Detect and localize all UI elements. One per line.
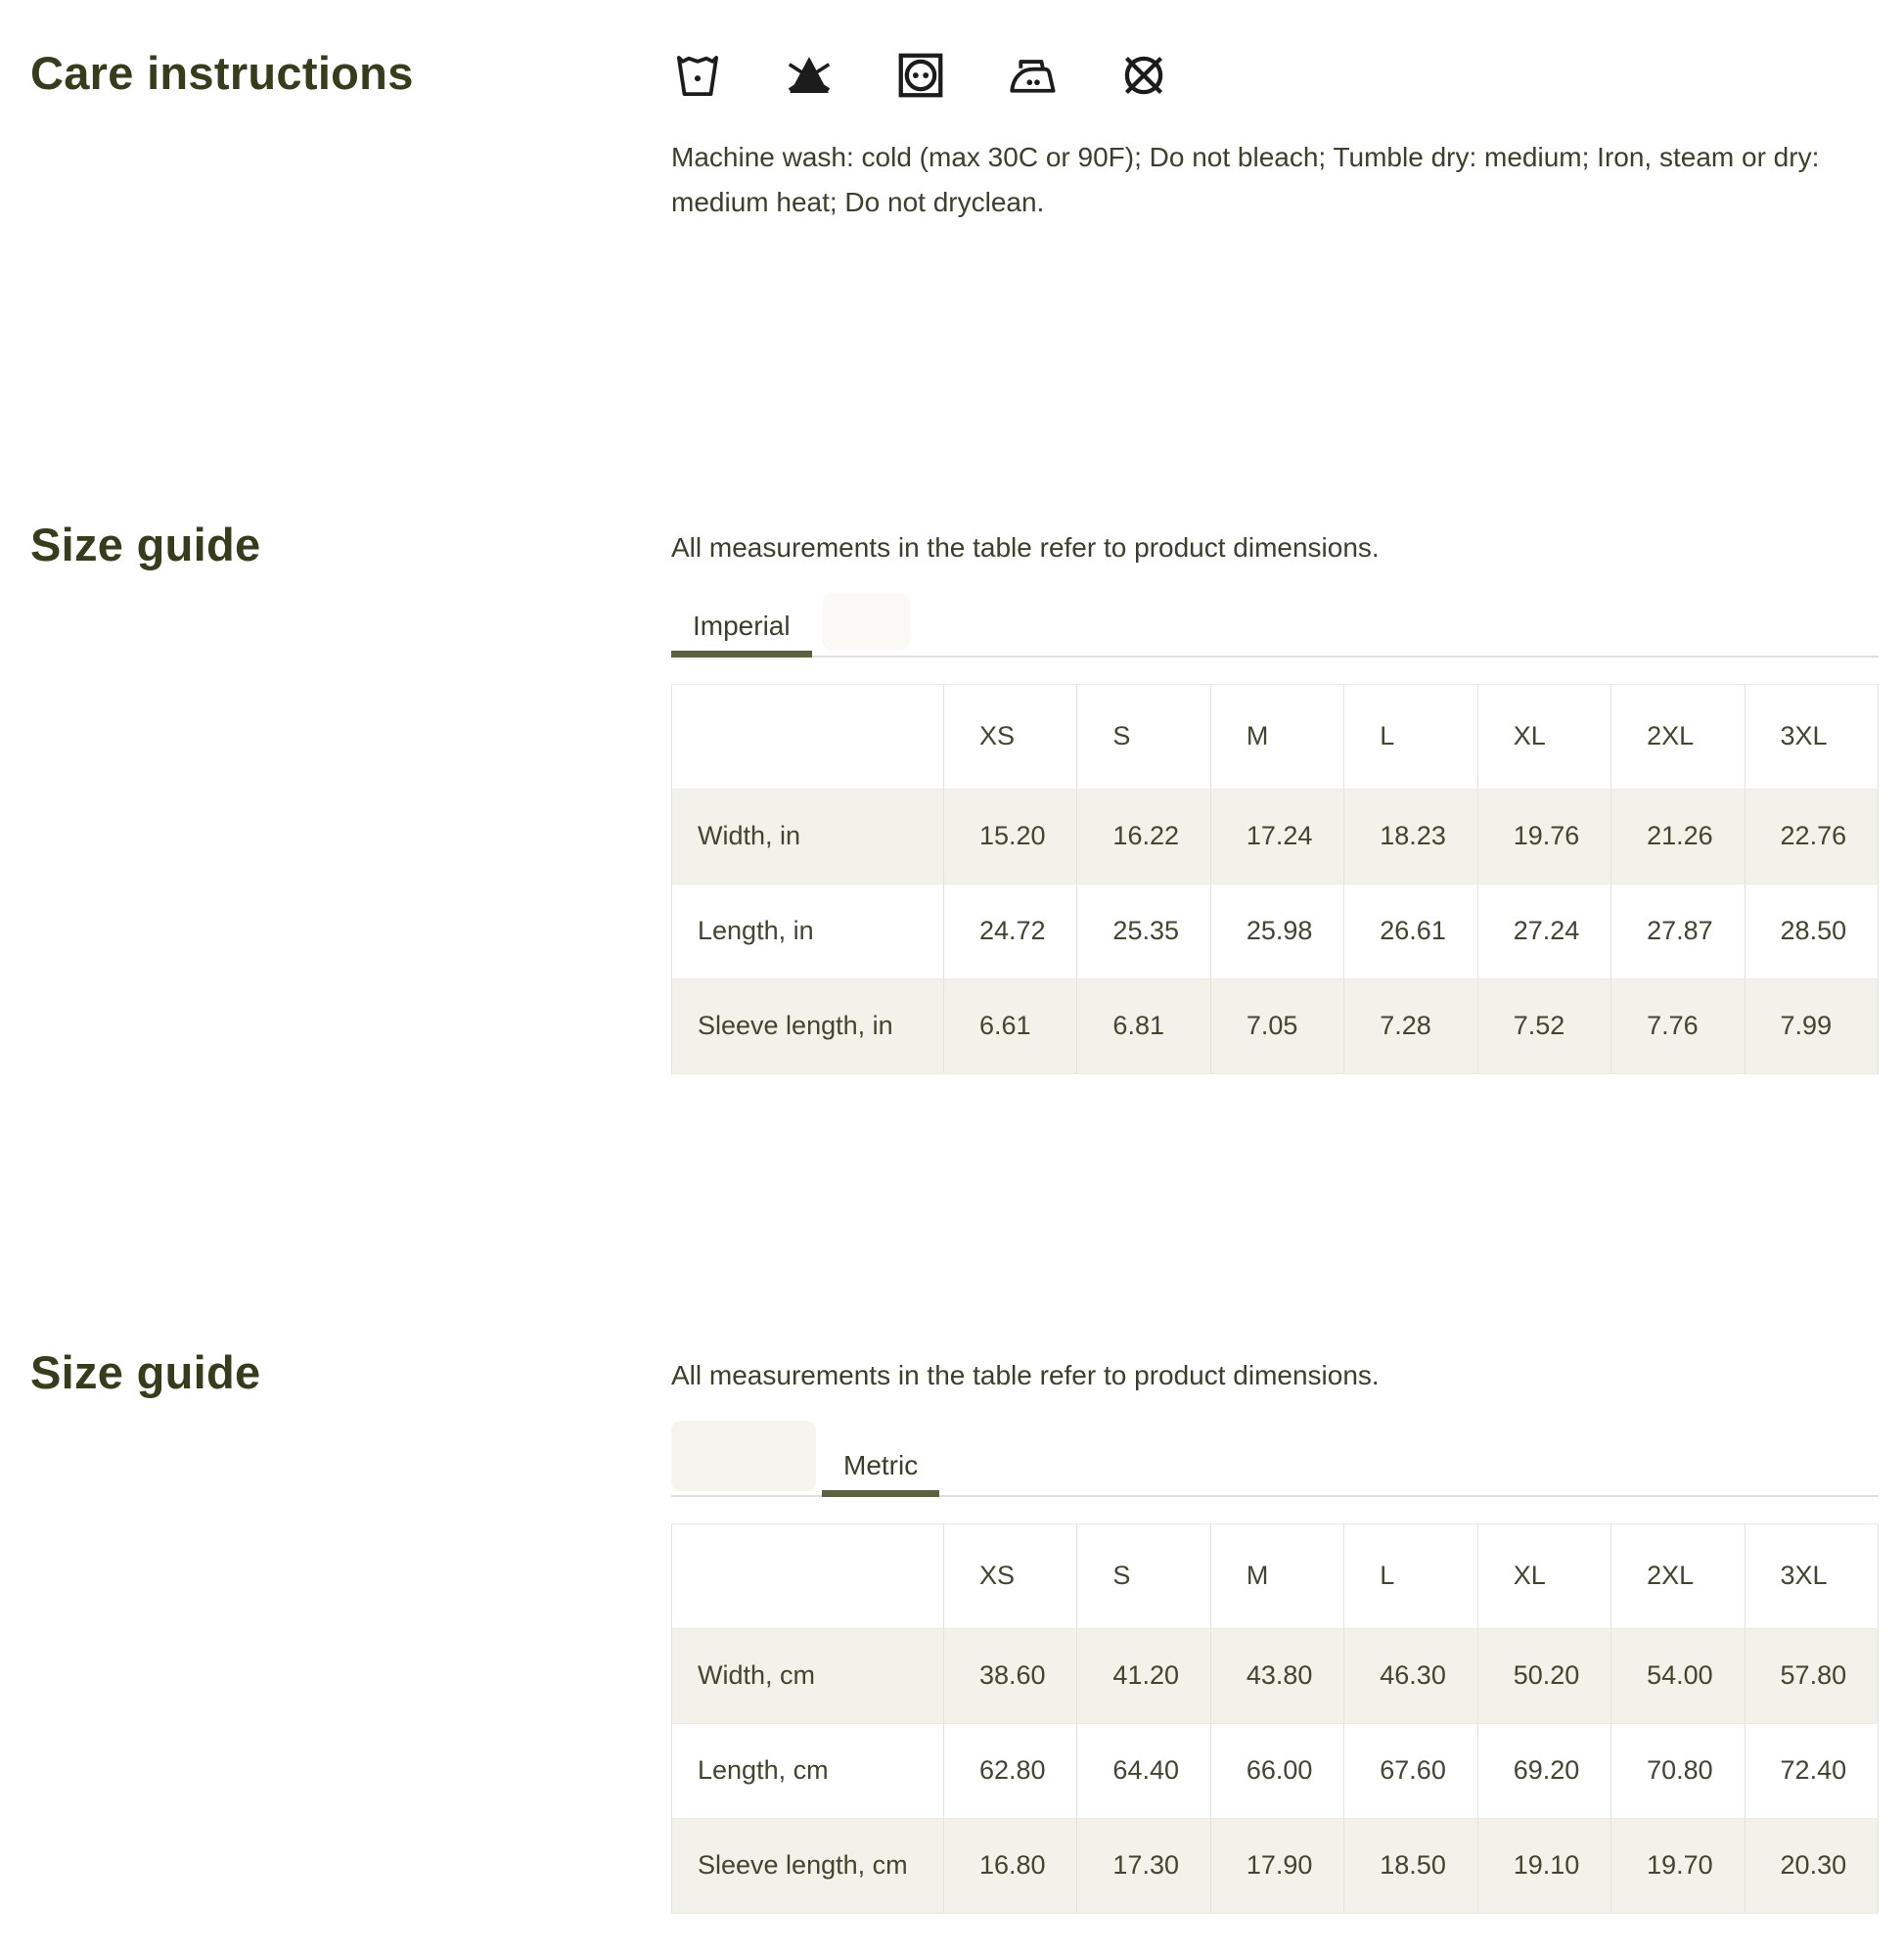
size-table-metric (671, 1523, 1879, 1914)
measurement-cell: 62.80 (944, 1723, 1077, 1818)
measurement-cell: 19.70 (1611, 1818, 1745, 1913)
do-not-bleach-icon (783, 49, 836, 102)
measurement-cell: 21.26 (1611, 789, 1745, 884)
size-guide-imperial-content (671, 519, 1879, 1074)
measurements-note: All measurements in the table refer to product dimensions. (671, 531, 1380, 563)
care-instructions-text: Machine wash: cold (max 30C or 90F); Do not bleach; Tumble dry: medium; Iron, steam or dry: medium heat; Do not dryclean. (671, 142, 1820, 217)
measurement-cell: 16.22 (1077, 789, 1210, 884)
measurement-cell: 27.87 (1611, 884, 1745, 978)
measurement-cell: 41.20 (1077, 1628, 1210, 1723)
row-label: Sleeve length, cm (672, 1818, 944, 1913)
measurement-cell: 27.24 (1477, 884, 1610, 978)
unit-tabs-imperial (671, 593, 1879, 658)
measurement-cell: 22.76 (1745, 789, 1878, 884)
measurement-cell: 18.23 (1344, 789, 1477, 884)
measurement-cell: 46.30 (1344, 1628, 1477, 1723)
measurement-cell: 16.80 (944, 1818, 1077, 1913)
table-row (672, 978, 1879, 1073)
measurement-cell: 19.10 (1477, 1818, 1610, 1913)
measurement-cell: 6.81 (1077, 978, 1210, 1073)
size-column-header: XL (1477, 684, 1610, 789)
machine-wash-cold-icon (671, 49, 724, 102)
size-column-header: XS (944, 1523, 1077, 1628)
measurement-cell: 7.99 (1745, 978, 1878, 1073)
measurement-cell: 57.80 (1745, 1628, 1878, 1723)
measurement-cell: 7.52 (1477, 978, 1610, 1073)
tab-metric-ghost[interactable] (822, 593, 910, 650)
size-guide-metric-content (671, 1346, 1879, 1914)
measurement-cell: 17.30 (1077, 1818, 1210, 1913)
measurement-cell: 25.35 (1077, 884, 1210, 978)
row-label: Width, in (672, 789, 944, 884)
measurement-cell: 17.90 (1210, 1818, 1343, 1913)
size-guide-metric-section (0, 1346, 1904, 1914)
measurement-cell: 7.05 (1210, 978, 1343, 1073)
measurement-cell: 7.76 (1611, 978, 1745, 1073)
size-column-header: 2XL (1611, 684, 1745, 789)
corner-cell (672, 684, 944, 789)
corner-cell (672, 1523, 944, 1628)
size-column-header: XL (1477, 1523, 1610, 1628)
size-table-header-row (672, 1523, 1879, 1628)
measurement-cell: 19.76 (1477, 789, 1610, 884)
size-column-header: XS (944, 684, 1077, 789)
row-label: Length, in (672, 884, 944, 978)
table-row (672, 789, 1879, 884)
unit-tabs-metric (671, 1421, 1879, 1497)
size-column-header: 3XL (1745, 1523, 1878, 1628)
size-column-header: S (1077, 1523, 1210, 1628)
size-column-header: L (1344, 684, 1477, 789)
size-column-header: L (1344, 1523, 1477, 1628)
measurement-cell: 64.40 (1077, 1723, 1210, 1818)
size-column-header: 2XL (1611, 1523, 1745, 1628)
measurement-cell: 20.30 (1745, 1818, 1878, 1913)
size-table-header-row (672, 684, 1879, 789)
measurement-cell: 6.61 (944, 978, 1077, 1073)
row-label: Length, cm (672, 1723, 944, 1818)
measurement-cell: 67.60 (1344, 1723, 1477, 1818)
care-instructions-title: Care instructions (30, 47, 414, 99)
do-not-dryclean-icon (1117, 49, 1170, 102)
measurement-cell: 7.28 (1344, 978, 1477, 1073)
measurements-note: All measurements in the table refer to product dimensions. (671, 1359, 1380, 1390)
measurement-cell: 54.00 (1611, 1628, 1745, 1723)
measurement-cell: 17.24 (1210, 789, 1343, 884)
measurement-cell: 50.20 (1477, 1628, 1610, 1723)
size-guide-metric-title: Size guide (30, 1345, 261, 1398)
measurement-cell: 43.80 (1210, 1628, 1343, 1723)
care-icons-row (671, 49, 1879, 102)
measurement-cell: 38.60 (944, 1628, 1077, 1723)
measurement-cell: 70.80 (1611, 1723, 1745, 1818)
table-row (672, 1818, 1879, 1913)
table-row (672, 884, 1879, 978)
measurement-cell: 15.20 (944, 789, 1077, 884)
care-instructions-section (0, 47, 1904, 225)
size-column-header: 3XL (1745, 684, 1878, 789)
size-column-header: M (1210, 1523, 1343, 1628)
measurement-cell: 69.20 (1477, 1723, 1610, 1818)
measurement-cell: 72.40 (1745, 1723, 1878, 1818)
tab-metric[interactable]: Metric (822, 1436, 939, 1495)
measurement-cell: 26.61 (1344, 884, 1477, 978)
measurement-cell: 24.72 (944, 884, 1077, 978)
tumble-dry-medium-icon (894, 49, 947, 102)
measurement-cell: 18.50 (1344, 1818, 1477, 1913)
measurement-cell: 66.00 (1210, 1723, 1343, 1818)
row-label: Sleeve length, in (672, 978, 944, 1073)
iron-medium-icon (1006, 49, 1059, 102)
size-column-header: M (1210, 684, 1343, 789)
row-label: Width, cm (672, 1628, 944, 1723)
size-guide-imperial-title: Size guide (30, 518, 261, 570)
tab-imperial-ghost[interactable] (671, 1421, 816, 1491)
measurement-cell: 25.98 (1210, 884, 1343, 978)
size-table-imperial (671, 684, 1879, 1074)
measurement-cell: 28.50 (1745, 884, 1878, 978)
size-guide-imperial-section (0, 519, 1904, 1074)
table-row (672, 1628, 1879, 1723)
tab-imperial[interactable]: Imperial (671, 597, 812, 656)
care-instructions-content (671, 47, 1879, 225)
size-column-header: S (1077, 684, 1210, 789)
table-row (672, 1723, 1879, 1818)
